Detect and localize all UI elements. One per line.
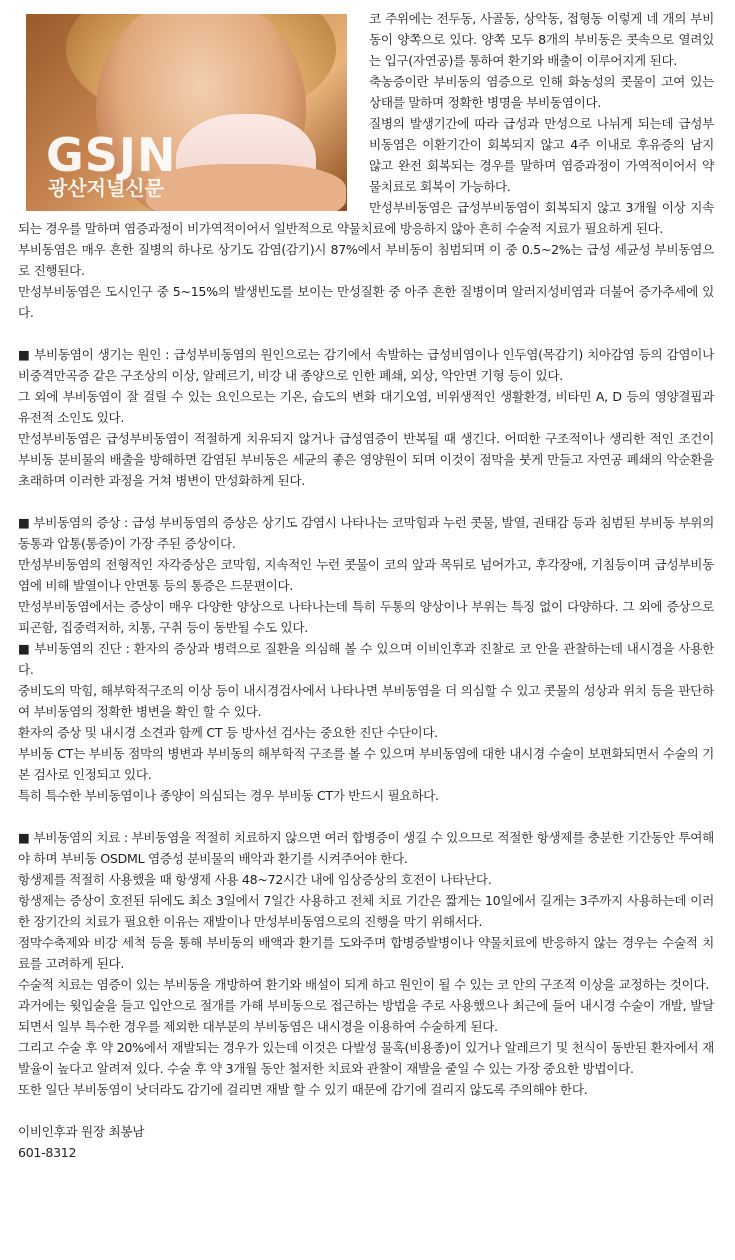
gsjn-logo: GSJN — [46, 128, 177, 182]
paragraph: 그리고 수술 후 약 20%에서 재발되는 경우가 있는데 이것은 다발성 물혹(비용종)이 있거나 알레르기 및 천식이 동반된 환자에서 재발율이 높다고 알려져 있다. 수술 후 약 3개월 동안 철저한 치료와 관찰이 재발을 줄일 수 있는 가장 중요한 방법이다. — [18, 1040, 714, 1076]
paragraph: 특히 특수한 부비동염이나 종양이 의심되는 경우 부비동 CT가 반드시 필요하다. — [18, 788, 439, 803]
paragraph: 과거에는 윗입술을 들고 입안으로 절개를 가해 부비동으로 접근하는 방법을 주로 사용했으나 최근에 들어 내시경 수술이 개발, 발달되면서 일부 특수한 경우를 제외한 대부분의 부비동염은 내시경을 이용하여 수술하게 된다. — [18, 998, 714, 1034]
paragraph: 축농증이란 부비동의 염증으로 인해 화농성의 콧물이 고여 있는 상태를 말하며 정확한 병명을 부비동염이다. — [369, 74, 714, 110]
paragraph: 만성부비동염은 급성부비동염이 적절하게 치유되지 않거나 급성염증이 반복될 때 생긴다. 어떠한 구조적이나 생리한 적인 조건이 부비동 분비물의 배출을 방해하면 감염된 부비동은 세균의 좋은 영양원이 되며 이것이 점막을 붓게 만들고 자연공 폐쇄의 악순환을 초래하며 이러한 과정을 거쳐 병변이 만성화하게 된다. — [18, 431, 714, 488]
author-phone: 601-8312 — [18, 1145, 77, 1160]
author-name: 이비인후과 원장 최봉남 — [18, 1124, 145, 1139]
paragraph: 만성부비동염에서는 증상이 매우 다양한 양상으로 나타나는데 특히 두통의 양상이나 부위는 특징 없이 다양하다. 그 외에 증상으로 피곤함, 집중력저하, 치통, 구취 등이 동반될 수도 있다. — [18, 599, 714, 635]
section-symptoms: ■ 부비동염의 증상 : 급성 부비동염의 증상은 상기도 감염시 나타나는 코막힘과 누런 콧물, 발열, 권태감 등과 침범된 부비동 부위의 동통과 압통(통증)이 가장 주된 증상이다. — [18, 515, 714, 551]
paragraph-spacer — [18, 323, 714, 344]
paragraph: 항생제는 증상이 호전된 뒤에도 최소 3일에서 7일간 사용하고 전체 치료 기간은 짧게는 10일에서 길게는 3주까지 사용하는데 이러한 장기간의 치료가 필요한 이유는 재발이나 만성부비동염으로의 진행을 막기 위해서다. — [18, 893, 714, 929]
section-treatment: ■ 부비동염의 치료 : 부비동염을 적절히 치료하지 않으면 여러 합병증이 생길 수 있으므로 적절한 항생제를 충분한 기간동안 투여해야 하며 부비동 OSDML 염증성 분비물의 배악과 환기를 시켜주어야 한다. — [18, 830, 714, 866]
paragraph: 코 주위에는 전두동, 사골동, 상악동, 접형동 이렇게 네 개의 부비동이 양쪽으로 있다. 양쪽 모두 8개의 부비동은 콧속으로 열려있는 입구(자연공)를 통하여 환기와 배출이 이루어지게 된다. — [369, 11, 714, 68]
paragraph-spacer — [18, 491, 714, 512]
paragraph: 부비동염은 매우 흔한 질병의 하나로 상기도 감염(감기)시 87%에서 부비동이 침범되며 이 중 0.5~2%는 급성 세균성 부비동염으로 진행된다. — [18, 242, 714, 278]
paragraph: 만성부비동염의 전형적인 자각증상은 코막힘, 지속적인 누런 콧물이 코의 앞과 목뒤로 넘어가고, 후각장애, 기침등이며 급성부비동염에 비해 발열이나 안면통 등의 통증은 드문편이다. — [18, 557, 714, 593]
paragraph: 또한 일단 부비동염이 낫더라도 감기에 걸리면 재발 할 수 있기 때문에 감기에 걸리지 않도록 주의해야 한다. — [18, 1082, 588, 1097]
paragraph: 질병의 발생기간에 따라 급성과 만성으로 나뉘게 되는데 급성부비동염은 이환기간이 회복되지 않고 4주 이내로 후유증의 남지 않고 완전 회복되는 경우를 말하며 염증과정이 가역적이어서 약물치료로 회복이 가능하다. — [369, 116, 714, 194]
paragraph: 수술적 치료는 염증이 있는 부비동을 개방하여 환기와 배설이 되게 하고 원인이 될 수 있는 코 안의 구조적 이상을 교정하는 것이다. — [18, 977, 710, 992]
signature-block — [18, 1121, 714, 1163]
paragraph: 만성부비동염은 도시인구 중 5~15%의 발생빈도를 보이는 만성질환 중 아주 흔한 질병이며 알러지성비염과 더불어 증가추세에 있다. — [18, 284, 714, 320]
article — [18, 8, 714, 1163]
gsjn-logo-subtitle: 광산저널신문 — [48, 176, 164, 200]
paragraph-spacer — [18, 806, 714, 827]
paragraph: 중비도의 막힘, 해부학적구조의 이상 등이 내시경검사에서 나타나면 부비동염을 더 의심할 수 있고 콧물의 성상과 위치 등을 판단하여 부비동염의 정확한 병변을 확인 할 수 있다. — [18, 683, 714, 719]
paragraph: 그 외에 부비동염이 잘 걸릴 수 있는 요인으로는 기온, 습도의 변화 대기오염, 비위생적인 생활환경, 비타민 A, D 등의 영양결핍과 유전적 소인도 있다. — [18, 389, 714, 425]
article-photo — [26, 14, 347, 211]
paragraph: 부비동 CT는 부비동 점막의 병변과 부비동의 해부학적 구조를 볼 수 있으며 부비동염에 대한 내시경 수술이 보편화되면서 수술의 기본 검사로 인정되고 있다. — [18, 746, 714, 782]
paragraph: 항생제를 적절히 사용했을 때 항생제 사용 48~72시간 내에 임상증상의 호전이 나타난다. — [18, 872, 492, 887]
paragraph: 점막수축제와 비강 세척 등을 통해 부비동의 배액과 환기를 도와주며 합병증발병이나 약물치료에 반응하지 않는 경우는 수술적 치료를 고려하게 된다. — [18, 935, 714, 971]
section-cause: ■ 부비동염이 생기는 원인 : 급성부비동염의 원인으로는 감기에서 속발하는 급성비염이나 인두염(목감기) 치아감염 등의 감염이나 비중격만곡증 같은 구조상의 이상, 알레르기, 비강 내 종양으로 인한 폐쇄, 외상, 악안면 기형 등이 있다. — [18, 347, 714, 383]
paragraph: 만성부비동염은 급성부비동염이 회복되지 않고 3개월 이상 지속되는 경우를 말하며 염증과정이 비가역적이어서 일반적으로 약물치료에 방응하지 않아 흔히 수술적 지료가 필요하게 된다. — [18, 200, 714, 236]
paragraph: 환자의 증상 및 내시경 소견과 함께 CT 등 방사선 검사는 중요한 진단 수단이다. — [18, 725, 438, 740]
section-diagnosis: ■ 부비동염의 진단 : 환자의 증상과 병력으로 질환을 의심해 볼 수 있으며 이비인후과 진찰로 코 안을 관찰하는데 내시경을 사용한다. — [18, 641, 714, 677]
